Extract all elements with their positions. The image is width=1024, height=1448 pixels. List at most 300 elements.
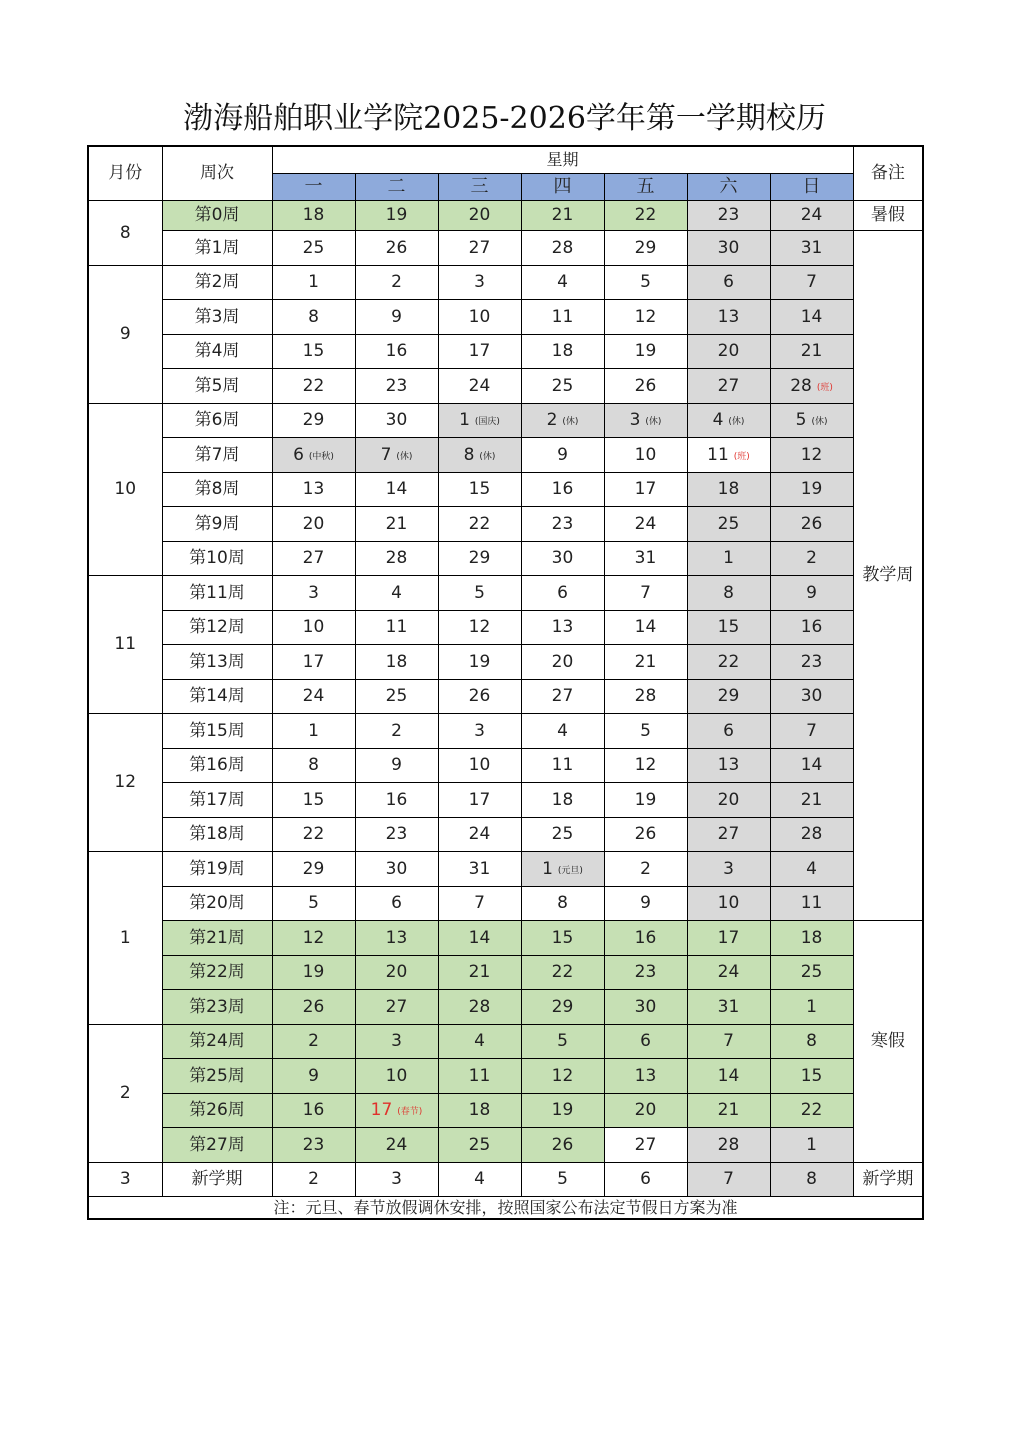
week-label: 第24周 [162, 1024, 272, 1059]
day-cell [272, 783, 355, 818]
day-number: 9 [391, 306, 402, 327]
day-number: 20 [717, 789, 740, 810]
day-cell [770, 369, 853, 404]
day-cell [687, 1093, 770, 1128]
day-cell [687, 748, 770, 783]
day-cell [687, 955, 770, 990]
day-cell [687, 817, 770, 852]
week-label: 第22周 [162, 955, 272, 990]
day-cell [604, 265, 687, 300]
day-number: 31 [717, 996, 740, 1017]
day-number: 5 [795, 410, 807, 431]
week-row [88, 231, 923, 266]
day-number: 24 [468, 824, 491, 845]
day-cell [438, 507, 521, 542]
day-cell [604, 748, 687, 783]
day-number: 18 [551, 341, 574, 362]
day-cell [604, 472, 687, 507]
day-number: 13 [385, 927, 408, 948]
day-number: 28 [790, 375, 812, 396]
day-number: 15 [551, 927, 574, 948]
day-tag: (休) [645, 417, 662, 428]
day-number: 23 [385, 375, 408, 396]
day-cell [272, 472, 355, 507]
day-cell [272, 1093, 355, 1128]
day-cell [438, 1059, 521, 1094]
day-number: 28 [800, 824, 823, 845]
month-cell: 8 [88, 201, 162, 266]
day-number: 6 [293, 444, 304, 465]
day-number: 18 [385, 651, 408, 672]
day-number: 8 [463, 444, 475, 465]
day-tag: (国庆) [474, 417, 500, 428]
day-number: 8 [806, 1031, 817, 1052]
day-number: 28 [385, 548, 408, 569]
day-cell [770, 817, 853, 852]
week-row [88, 748, 923, 783]
day-cell [438, 990, 521, 1025]
day-number: 2 [806, 548, 817, 569]
week-row [88, 201, 923, 231]
day-cell [770, 714, 853, 749]
day-number: 7 [806, 272, 817, 293]
month-header: 月份 [88, 146, 162, 201]
day-number: 17 [468, 341, 491, 362]
day-number: 13 [634, 1065, 657, 1086]
day-cell [272, 403, 355, 438]
day-cell [272, 265, 355, 300]
weekday-sat: 六 [687, 174, 770, 201]
day-cell [438, 955, 521, 990]
day-number: 14 [800, 755, 823, 776]
day-number: 4 [712, 410, 724, 431]
day-cell [521, 921, 604, 956]
day-number: 13 [717, 755, 740, 776]
day-cell [770, 507, 853, 542]
day-cell [355, 334, 438, 369]
week-label: 第4周 [162, 334, 272, 369]
day-number: 20 [302, 513, 325, 534]
day-number: 18 [302, 205, 325, 226]
week-row [88, 817, 923, 852]
day-cell [770, 921, 853, 956]
footnote: 注：元旦、春节放假调休安排，按照国家公布法定节假日方案为准 [88, 1197, 923, 1220]
week-row [88, 369, 923, 404]
day-number: 19 [302, 962, 325, 983]
day-number: 10 [717, 893, 740, 914]
day-number: 28 [717, 1134, 740, 1155]
day-number: 18 [800, 927, 823, 948]
day-cell [687, 300, 770, 335]
day-cell [770, 1093, 853, 1128]
week-row [88, 679, 923, 714]
day-number: 21 [717, 1100, 740, 1121]
day-cell [438, 645, 521, 680]
day-number: 12 [551, 1065, 574, 1086]
day-cell [521, 852, 604, 887]
day-number: 1 [806, 1134, 817, 1155]
day-number: 14 [468, 927, 491, 948]
day-number: 18 [717, 479, 740, 500]
day-cell [521, 645, 604, 680]
day-cell [438, 679, 521, 714]
day-number: 2 [640, 858, 651, 879]
day-number: 9 [557, 444, 568, 465]
week-label: 第9周 [162, 507, 272, 542]
day-number: 11 [800, 893, 823, 914]
day-cell [272, 507, 355, 542]
day-number: 4 [474, 1169, 485, 1190]
day-cell [604, 817, 687, 852]
page-title: 渤海船舶职业学院2025-2026学年第一学期校历 [183, 101, 826, 136]
header-row [88, 146, 923, 174]
day-number: 3 [308, 582, 319, 603]
week-label: 第1周 [162, 231, 272, 266]
day-cell [438, 1162, 521, 1197]
day-cell [355, 955, 438, 990]
week-row [88, 852, 923, 887]
day-number: 17 [634, 479, 657, 500]
week-row [88, 403, 923, 438]
month-cell: 9 [88, 265, 162, 403]
day-number: 6 [723, 720, 734, 741]
day-number: 16 [385, 341, 408, 362]
day-number: 19 [800, 479, 823, 500]
day-cell [770, 576, 853, 611]
day-number: 24 [634, 513, 657, 534]
day-number: 31 [634, 548, 657, 569]
day-number: 3 [629, 410, 641, 431]
day-number: 30 [385, 858, 408, 879]
day-cell [272, 369, 355, 404]
day-number: 21 [800, 789, 823, 810]
day-cell [355, 201, 438, 231]
remark-cell: 寒假 [853, 921, 923, 1163]
day-number: 24 [468, 375, 491, 396]
day-cell [521, 817, 604, 852]
day-cell [438, 817, 521, 852]
day-cell [687, 1128, 770, 1163]
day-number: 2 [308, 1169, 319, 1190]
week-label: 第17周 [162, 783, 272, 818]
day-number: 27 [717, 824, 740, 845]
day-number: 30 [385, 410, 408, 431]
day-cell [770, 990, 853, 1025]
day-cell [272, 748, 355, 783]
day-cell [770, 886, 853, 921]
month-cell: 10 [88, 403, 162, 576]
day-cell [355, 1024, 438, 1059]
day-tag: (中秋) [308, 451, 334, 462]
day-cell [355, 1093, 438, 1128]
day-cell [521, 714, 604, 749]
day-number: 23 [717, 205, 740, 226]
week-row [88, 576, 923, 611]
day-number: 6 [640, 1169, 651, 1190]
week-row [88, 714, 923, 749]
day-number: 15 [717, 617, 740, 638]
day-tag: (休) [811, 417, 828, 428]
day-number: 15 [302, 789, 325, 810]
day-number: 27 [468, 237, 491, 258]
day-cell [521, 1162, 604, 1197]
day-number: 6 [557, 582, 568, 603]
day-number: 9 [391, 755, 402, 776]
week-row [88, 1059, 923, 1094]
day-cell [355, 1162, 438, 1197]
day-cell [687, 1162, 770, 1197]
day-cell [770, 852, 853, 887]
day-number: 15 [800, 1065, 823, 1086]
day-number: 29 [717, 686, 740, 707]
day-cell [687, 679, 770, 714]
week-label: 第5周 [162, 369, 272, 404]
day-number: 20 [385, 962, 408, 983]
day-cell [355, 714, 438, 749]
day-number: 22 [551, 962, 574, 983]
day-cell [438, 201, 521, 231]
day-cell [355, 403, 438, 438]
day-cell [355, 748, 438, 783]
day-number: 25 [385, 686, 408, 707]
day-cell [272, 886, 355, 921]
day-cell [687, 852, 770, 887]
day-number: 26 [800, 513, 823, 534]
day-number: 29 [634, 237, 657, 258]
day-cell [687, 438, 770, 473]
day-number: 3 [474, 720, 485, 741]
day-number: 19 [468, 651, 491, 672]
day-number: 21 [800, 341, 823, 362]
week-label: 第19周 [162, 852, 272, 887]
day-number: 4 [806, 858, 817, 879]
day-number: 26 [302, 996, 325, 1017]
day-cell [687, 645, 770, 680]
day-cell [272, 610, 355, 645]
day-cell [355, 265, 438, 300]
month-cell: 11 [88, 576, 162, 714]
day-number: 16 [302, 1100, 325, 1121]
day-number: 18 [468, 1100, 491, 1121]
day-cell [687, 507, 770, 542]
week-label: 第15周 [162, 714, 272, 749]
day-number: 13 [717, 306, 740, 327]
day-number: 27 [717, 375, 740, 396]
day-number: 1 [308, 720, 319, 741]
day-number: 20 [468, 205, 491, 226]
day-cell [521, 610, 604, 645]
week-row [88, 886, 923, 921]
day-cell [355, 507, 438, 542]
day-cell [272, 231, 355, 266]
day-cell [438, 714, 521, 749]
day-cell [521, 783, 604, 818]
week-row [88, 610, 923, 645]
week-label: 第13周 [162, 645, 272, 680]
day-number: 20 [634, 1100, 657, 1121]
weekday-mon: 一 [272, 174, 355, 201]
day-number: 26 [468, 686, 491, 707]
day-cell [272, 201, 355, 231]
day-number: 27 [385, 996, 408, 1017]
day-number: 28 [468, 996, 491, 1017]
day-number: 10 [634, 444, 657, 465]
day-number: 5 [557, 1031, 568, 1052]
day-number: 19 [385, 205, 408, 226]
day-cell [438, 748, 521, 783]
day-cell [272, 541, 355, 576]
day-number: 29 [551, 996, 574, 1017]
day-cell [438, 334, 521, 369]
day-cell [604, 541, 687, 576]
day-number: 2 [391, 720, 402, 741]
day-cell [272, 714, 355, 749]
day-number: 8 [557, 893, 568, 914]
day-number: 9 [640, 893, 651, 914]
day-tag: (休) [562, 417, 579, 428]
day-cell [604, 403, 687, 438]
day-number: 28 [634, 686, 657, 707]
day-number: 1 [723, 548, 734, 569]
day-number: 21 [468, 962, 491, 983]
day-number: 31 [468, 858, 491, 879]
day-cell [438, 472, 521, 507]
day-number: 2 [546, 410, 558, 431]
day-number: 17 [717, 927, 740, 948]
day-cell [272, 576, 355, 611]
day-cell [687, 1024, 770, 1059]
day-number: 4 [557, 720, 568, 741]
day-cell [521, 679, 604, 714]
day-number: 18 [551, 789, 574, 810]
month-cell: 2 [88, 1024, 162, 1162]
day-number: 27 [302, 548, 325, 569]
day-number: 21 [634, 651, 657, 672]
week-label: 第23周 [162, 990, 272, 1025]
note-row [88, 1197, 923, 1220]
day-cell [687, 541, 770, 576]
day-number: 5 [640, 272, 651, 293]
day-number: 7 [380, 444, 392, 465]
day-number: 7 [474, 893, 485, 914]
day-number: 14 [634, 617, 657, 638]
day-number: 24 [302, 686, 325, 707]
week-label: 第27周 [162, 1128, 272, 1163]
day-number: 21 [385, 513, 408, 534]
day-cell [770, 403, 853, 438]
day-cell [687, 921, 770, 956]
day-number: 4 [557, 272, 568, 293]
day-cell [355, 990, 438, 1025]
day-cell [438, 886, 521, 921]
day-cell [770, 783, 853, 818]
week-label: 第6周 [162, 403, 272, 438]
day-cell [521, 438, 604, 473]
day-cell [770, 1059, 853, 1094]
day-number: 11 [385, 617, 408, 638]
day-number: 12 [468, 617, 491, 638]
day-number: 11 [551, 306, 574, 327]
day-number: 23 [634, 962, 657, 983]
day-cell [521, 265, 604, 300]
day-number: 10 [302, 617, 325, 638]
day-cell [438, 300, 521, 335]
day-number: 9 [308, 1065, 319, 1086]
day-cell [355, 610, 438, 645]
day-number: 25 [302, 237, 325, 258]
week-row [88, 541, 923, 576]
day-number: 1 [542, 858, 553, 879]
day-cell [521, 507, 604, 542]
day-cell [438, 403, 521, 438]
day-number: 1 [806, 996, 817, 1017]
day-cell [272, 300, 355, 335]
weekday-fri: 五 [604, 174, 687, 201]
day-cell [687, 886, 770, 921]
day-number: 26 [551, 1134, 574, 1155]
day-cell [272, 990, 355, 1025]
day-cell [521, 1093, 604, 1128]
day-number: 20 [551, 651, 574, 672]
day-number: 16 [634, 927, 657, 948]
day-number: 24 [385, 1134, 408, 1155]
week-label: 新学期 [162, 1162, 272, 1197]
day-cell [438, 265, 521, 300]
day-cell [604, 645, 687, 680]
day-cell [604, 886, 687, 921]
day-cell [770, 201, 853, 231]
day-tag: (休) [728, 417, 745, 428]
day-number: 14 [717, 1065, 740, 1086]
day-cell [438, 231, 521, 266]
day-cell [687, 201, 770, 231]
day-number: 3 [391, 1169, 402, 1190]
day-number: 12 [302, 927, 325, 948]
day-cell [687, 714, 770, 749]
day-cell [604, 201, 687, 231]
day-cell [604, 990, 687, 1025]
day-cell [770, 265, 853, 300]
day-cell [770, 679, 853, 714]
day-number: 2 [391, 272, 402, 293]
day-cell [770, 1128, 853, 1163]
day-number: 30 [634, 996, 657, 1017]
day-cell [272, 438, 355, 473]
week-label: 第20周 [162, 886, 272, 921]
day-number: 19 [551, 1100, 574, 1121]
day-cell [604, 1059, 687, 1094]
week-label: 第11周 [162, 576, 272, 611]
day-cell [355, 438, 438, 473]
day-cell [604, 231, 687, 266]
day-number: 22 [634, 205, 657, 226]
day-cell [521, 334, 604, 369]
day-number: 16 [551, 479, 574, 500]
day-number: 23 [302, 1134, 325, 1155]
day-number: 29 [302, 858, 325, 879]
day-number: 26 [634, 824, 657, 845]
day-number: 15 [468, 479, 491, 500]
day-cell [770, 645, 853, 680]
day-tag: (休) [479, 451, 496, 462]
week-label: 第21周 [162, 921, 272, 956]
day-number: 19 [634, 341, 657, 362]
day-cell [604, 507, 687, 542]
day-number: 3 [474, 272, 485, 293]
day-number: 23 [551, 513, 574, 534]
day-cell [687, 369, 770, 404]
day-number: 5 [557, 1169, 568, 1190]
